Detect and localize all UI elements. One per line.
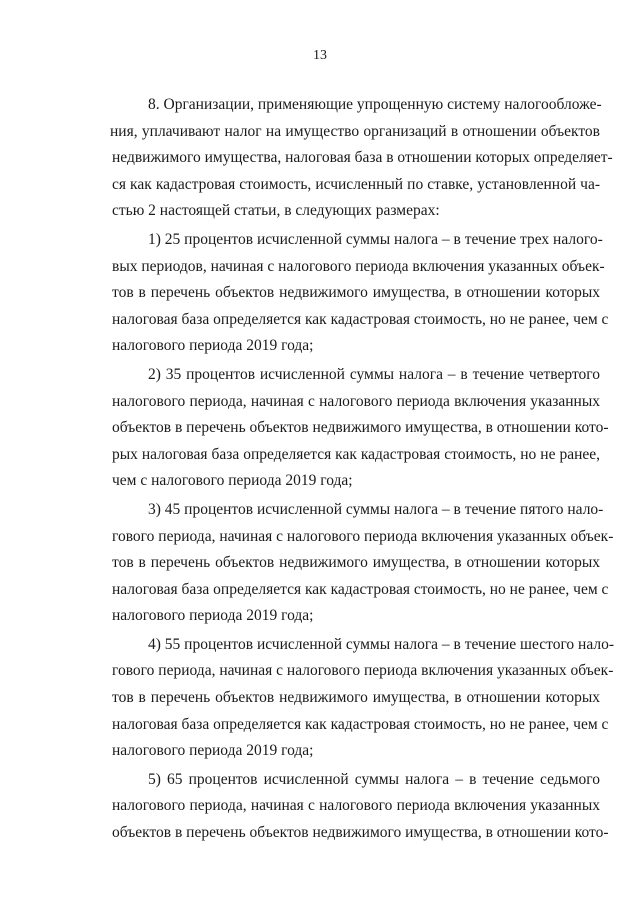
text-line: чем с налогового периода 2019 года; xyxy=(112,472,353,490)
text-line: налоговая база определяется как кадастровая стоимость, но не ранее, чем с xyxy=(112,580,609,598)
page-number: 13 xyxy=(313,48,327,63)
text-line: налогового периода 2019 года; xyxy=(112,337,314,355)
list-item-2 xyxy=(112,362,609,495)
list-item-5 xyxy=(112,767,609,847)
text-line: налогового периода, начиная с налогового периода включения указанных xyxy=(112,797,600,815)
text-line: 1) 25 процентов исчисленной суммы налога – в течение трех налого- xyxy=(148,230,603,248)
text-line: тов в перечень объектов недвижимого имущества, в отношении которых xyxy=(112,554,600,572)
text-line: 8. Организации, применяющие упрощенную систему налогообложе- xyxy=(148,96,602,113)
text-line: налоговая база определяется как кадастровая стоимость, но не ранее, чем с xyxy=(112,715,609,733)
text-line: тов в перечень объектов недвижимого имущества, в отношении которых xyxy=(112,284,600,302)
text-line: тов в перечень объектов недвижимого имущества, в отношении которых xyxy=(112,689,600,707)
text-line: стью 2 настоящей статьи, в следующих размерах: xyxy=(112,202,440,220)
text-line: 3) 45 процентов исчисленной суммы налога – в течение пятого нало- xyxy=(148,500,604,518)
text-line: объектов в перечень объектов недвижимого имущества, в отношении кото- xyxy=(112,419,609,437)
text-line: объектов в перечень объектов недвижимого имущества, в отношении кото- xyxy=(112,824,609,842)
text-line: рых налоговая база определяется как кадастровая стоимость, но не ранее, xyxy=(112,445,600,463)
list-item-1 xyxy=(112,227,609,360)
text-line: налогового периода 2019 года; xyxy=(112,607,314,625)
list-item-4 xyxy=(112,632,614,765)
text-line: 2) 35 процентов исчисленной суммы налога – в течение четвертого xyxy=(148,365,600,383)
text-line: налоговая база определяется как кадастровая стоимость, но не ранее, чем с xyxy=(112,310,609,328)
text-line: гового периода, начиная с налогового периода включения указанных объек- xyxy=(112,527,614,545)
text-line: налогового периода 2019 года; xyxy=(112,742,314,760)
document-body xyxy=(110,92,614,847)
text-line: недвижимого имущества, налоговая база в отношении которых определяет- xyxy=(112,149,613,167)
text-line: вых периодов, начиная с налогового периода включения указанных объек- xyxy=(112,257,605,275)
text-line: налогового периода, начиная с налогового периода включения указанных xyxy=(112,392,600,410)
list-item-3 xyxy=(112,497,614,630)
paragraph-8 xyxy=(110,92,613,225)
text-line: ся как кадастровая стоимость, исчисленный по ставке, установленной ча- xyxy=(112,175,600,193)
text-line: ния, уплачивают налог на имущество организаций в отношении объектов xyxy=(110,122,600,140)
text-line: 5) 65 процентов исчисленной суммы налога – в течение седьмого xyxy=(148,770,600,788)
text-line: гового периода, начиная с налогового периода включения указанных объек- xyxy=(112,662,614,680)
text-line: 4) 55 процентов исчисленной суммы налога – в течение шестого нало- xyxy=(148,635,614,653)
